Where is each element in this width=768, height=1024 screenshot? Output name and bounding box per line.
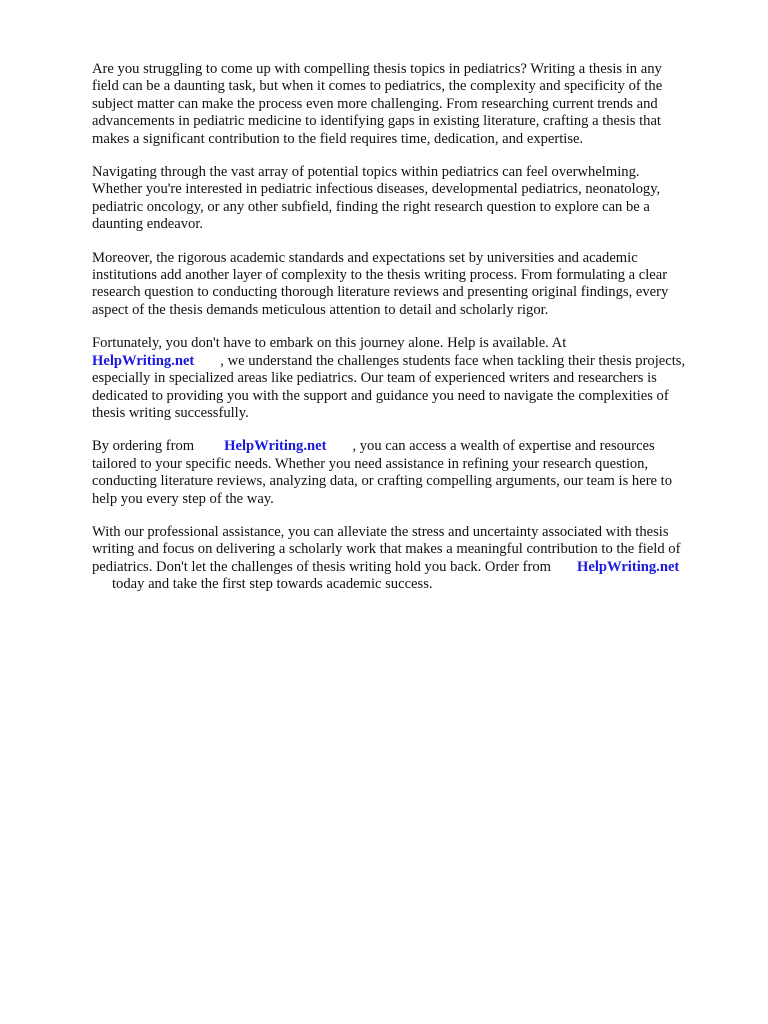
text-line: pediatric oncology, or any other subfield, finding the right research question to explore can be a [92,198,650,215]
text-line: makes a significant contribution to the field requires time, dedication, and expertise. [92,130,584,147]
document-body [92,61,728,610]
text-line: field can be a daunting task, but when it comes to pediatrics, the complexity and specificity of the [92,78,663,95]
text-line: research question to conducting thorough literature reviews and presenting original findings, every [92,284,669,301]
text-line [92,438,728,455]
text-fragment: pediatrics. Don't let the challenges of thesis writing hold you back. Order from [92,558,551,575]
text-line: advancements in pediatric medicine to identifying gaps in existing literature, crafting a thesis that [92,113,661,130]
paragraph-intro [92,61,728,148]
text-fragment: By ordering from [92,438,195,455]
paragraph-standards [92,250,728,320]
text-line [92,559,728,576]
helpwriting-link[interactable]: HelpWriting.net [92,352,195,369]
text-fragment: , you can access a wealth of expertise and resources [352,438,655,455]
paragraph-help [92,335,728,422]
text-line: dedicated to providing you with the support and guidance you need to navigate the complexities of [92,387,669,404]
paragraph-closing [92,524,728,594]
text-line: institutions add another layer of complexity to the thesis writing process. From formulating a clear [92,267,668,284]
text-line: Whether you're interested in pediatric infectious diseases, developmental pediatrics, neonatology, [92,181,661,198]
text-line: Fortunately, you don't have to embark on this journey alone. Help is available. At [92,335,567,352]
helpwriting-link[interactable]: HelpWriting.net [576,558,680,575]
text-fragment: , we understand the challenges students face when tackling their thesis projects, [220,352,686,369]
text-line: Moreover, the rigorous academic standards and expectations set by universities and academic [92,249,638,266]
helpwriting-link[interactable]: HelpWriting.net [224,438,327,455]
text-line: With our professional assistance, you can alleviate the stress and uncertainty associated with thesis [92,523,669,540]
text-line: today and take the first step towards academic success. [112,576,433,593]
text-line: subject matter can make the process even more challenging. From researching current trends and [92,95,658,112]
text-line: tailored to your specific needs. Whether you need assistance in refining your research question, [92,455,649,472]
paragraph-ordering [92,438,728,508]
text-line: writing and focus on delivering a scholarly work that makes a meaningful contribution to the field of [92,541,681,558]
text-line: daunting endeavor. [92,216,204,233]
text-line: especially in specialized areas like pediatrics. Our team of experienced writers and researchers is [92,370,657,387]
text-line: help you every step of the way. [92,490,274,507]
paragraph-topics [92,164,728,234]
text-line [92,353,728,370]
text-line: aspect of the thesis demands meticulous attention to detail and scholarly rigor. [92,301,549,318]
text-line: thesis writing successfully. [92,404,249,421]
text-line: Navigating through the vast array of potential topics within pediatrics can feel overwhelming. [92,164,640,181]
text-line: Are you struggling to come up with compelling thesis topics in pediatrics? Writing a thesis in any [92,61,662,77]
text-line: conducting literature reviews, analyzing data, or crafting compelling arguments, our team is here to [92,473,673,490]
